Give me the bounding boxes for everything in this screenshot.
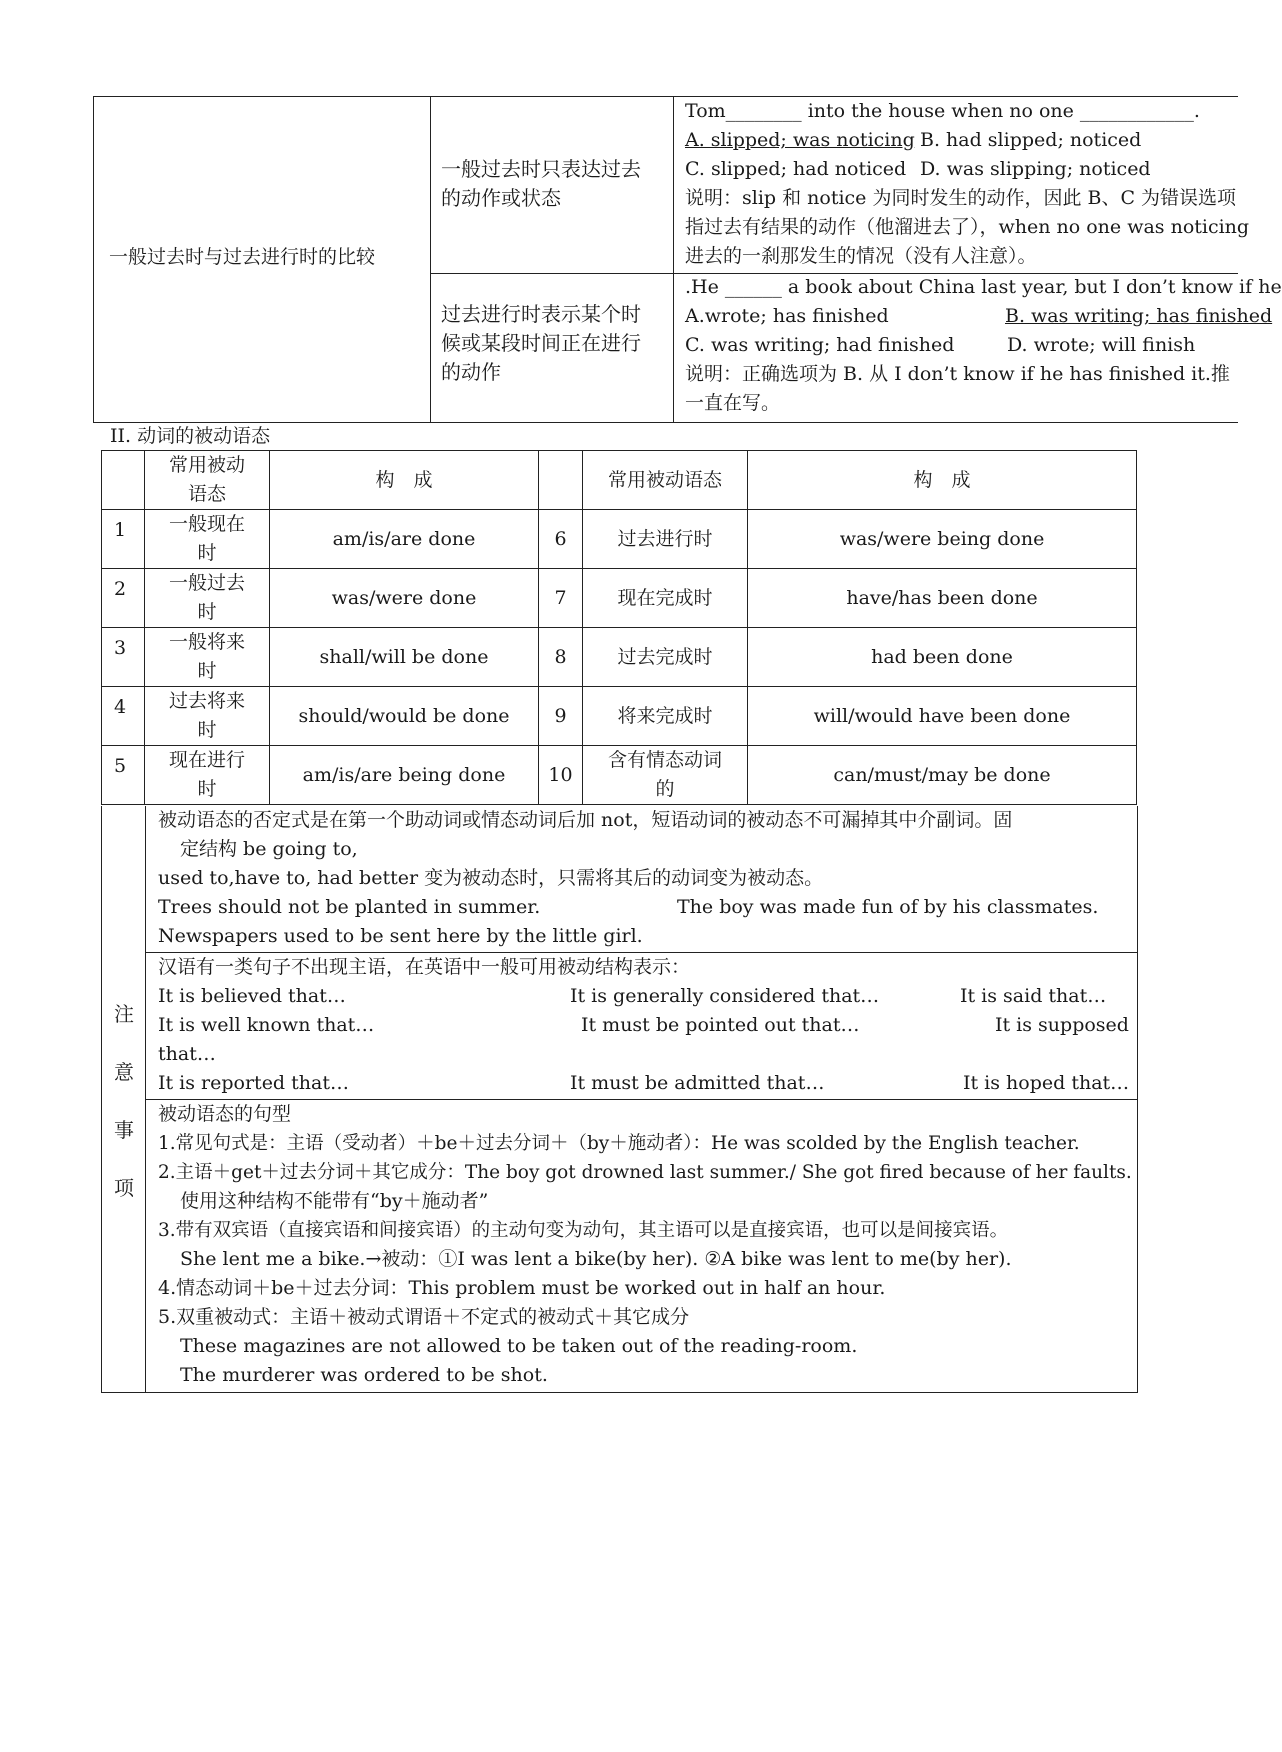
- explanation: 说明：slip 和 notice 为同时发生的动作，因此 B、C 为错误选项: [685, 187, 1237, 209]
- options-ab: A.wrote; has finished B. was writing; has finished: [685, 302, 1282, 331]
- header-form: 常用被动 语态: [145, 451, 270, 510]
- table-border: [430, 97, 431, 422]
- table-border: [93, 97, 94, 422]
- table-row: 1 一般现在 时 am/is/are done 6 过去进行时 was/were being done: [102, 510, 1137, 569]
- header-form: 常用被动语态: [583, 451, 748, 510]
- header-number: [102, 451, 145, 510]
- table-header-row: [102, 451, 1137, 510]
- table-row: 2 一般过去 时 was/were done 7 现在完成时 have/has been done: [102, 569, 1137, 628]
- explanation: 进去的一刹那发生的情况（没有人注意）。: [685, 245, 1037, 267]
- passive-voice-table: [101, 450, 1137, 805]
- question: Tom________ into the house when no one ____________.: [685, 100, 1200, 122]
- table-row: 5 现在进行 时 am/is/are being done 10 含有情态动词 的 can/must/may be done: [102, 746, 1137, 805]
- answer-option: B. was writing; has finished: [1005, 305, 1273, 327]
- header-number: [539, 451, 583, 510]
- section-title: II. 动词的被动语态: [110, 425, 271, 447]
- options-cd: C. was writing; had finished D. wrote; will finish: [685, 334, 1196, 356]
- simple-past-rule: 一般过去时只表达过去 的动作或状态: [441, 157, 641, 210]
- explanation: 指过去有结果的动作（他溜进去了），when no one was noticing: [685, 216, 1250, 238]
- table-row: 4 过去将来 时 should/would be done 9 将来完成时 will/would have been done: [102, 687, 1137, 746]
- tense-comparison-table: [93, 96, 1282, 423]
- explanation: 一直在写。: [685, 392, 781, 414]
- notes-label: 注 意 事 项: [102, 806, 146, 1392]
- answer-option: A. slipped; was noticing: [685, 129, 915, 151]
- past-progressive-rule: 过去进行时表示某个时 候或某段时间正在进行 的动作: [441, 302, 641, 384]
- divider: [146, 1099, 1137, 1100]
- past-progressive-example: [685, 273, 1282, 418]
- simple-past-example: [685, 97, 1249, 271]
- notes-section: 注 意 事 项 被动语态的否定式是在第一个助动词或情态动词后加 not，短语动词的被动态不可漏掉其中介副词。固 定结构 be going to, used to,have to, had better 变为被动态时，只需将其后的动词变为被动态。 Trees should not be planted in summer. The boy was made fun of by his classmates. Newspapers used to be sent here by the little girl. 汉语有一类句子不出现主语，在英语中一般可用被动结构表示： It is believed that… It is generally considered that… It is said that… It is well known that… It must be pointed out that… It is supposed that… It is reported that… It must be admitted that… It is hoped that… 被动语态的句型 1.常见句式是：主语（受动者）＋be＋过去分词＋（by＋施动者）：He was scolded by the English teacher. 2.主语＋get＋过去分词＋其它成分：The boy got drowned last summer./ She got fired because of her faults. 使用这种结构不能带有“by＋施动者” 3.带有双宾语（直接宾语和间接宾语）的主动句变为动句，其主语可以是直接宾语，也可以是间接宾语。 She lent me a bike.→被动：①I was lent a bike(by her). ②A bike was lent to me(by her). 4.情态动词＋be＋过去分词：This problem must be worked out in half an hour. 5.双重被动式：主语＋被动式谓语＋不定式的被动式＋其它成分 These magazines are not allowed to be taken out of the reading-room. The murderer was ordered to be shot.: [101, 806, 1138, 1393]
- table-row: 3 一般将来 时 shall/will be done 8 过去完成时 had been done: [102, 628, 1137, 687]
- comparison-topic: 一般过去时与过去进行时的比较: [109, 246, 376, 268]
- options-ab: A. slipped; was noticing B. had slipped; noticed: [685, 129, 1142, 151]
- options-cd: C. slipped; had noticed D. was slipping; noticed: [685, 158, 1151, 180]
- header-structure: 构 成: [748, 451, 1137, 510]
- table-border: [673, 97, 674, 422]
- explanation: 说明：正确选项为 B. 从 I don’t know if he has finished it.推: [685, 363, 1230, 385]
- question: .He ______ a book about China last year, but I don’t know if he: [685, 276, 1282, 298]
- header-structure: 构 成: [270, 451, 539, 510]
